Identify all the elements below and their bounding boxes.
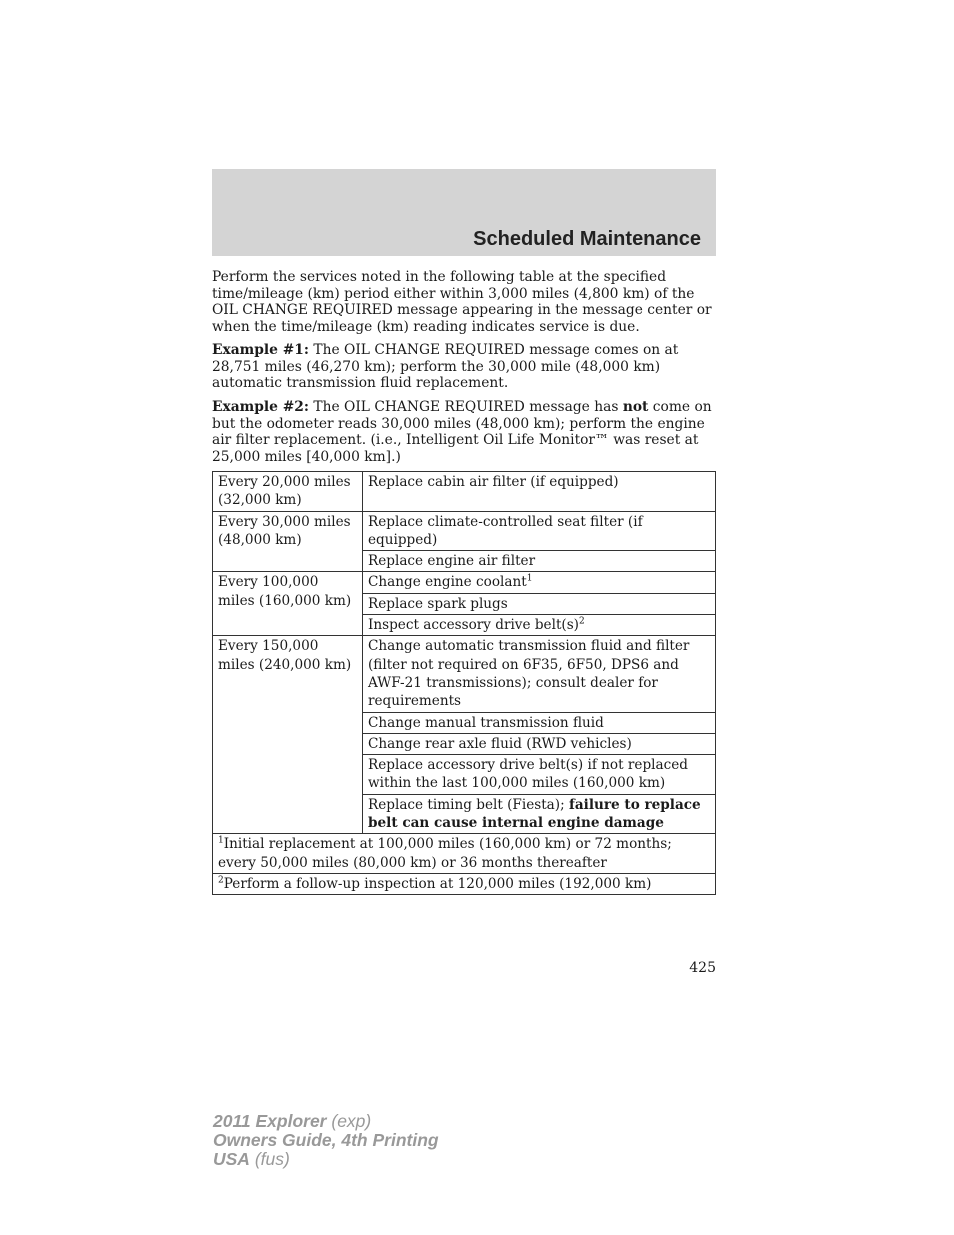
service-cell: Replace cabin air filter (if equipped) [363,472,716,512]
table-row [213,472,716,512]
footer-line-model [213,1112,439,1131]
footnote-row [213,873,716,894]
section-title: Scheduled Maintenance [473,228,701,250]
service-cell: Replace engine air filter [363,551,716,572]
footnote-cell [213,834,716,874]
footer-edition: Owners Guide, 4th Printing [213,1130,439,1150]
footer-model: 2011 Explorer [213,1111,327,1131]
service-cell [363,572,716,593]
footer-market: USA [213,1149,250,1169]
interval-cell: Every 150,000 miles (240,000 km) [213,636,363,834]
footer-market-code: (fus) [249,1149,290,1169]
service-cell: Change rear axle fluid (RWD vehicles) [363,733,716,754]
footnote-marker: 1 [526,573,533,584]
section-header-band [212,169,716,256]
page-number: 425 [689,960,716,976]
example-2-paragraph [212,399,718,465]
example-2-text-a: The OIL CHANGE REQUIRED message has [309,399,623,415]
service-warning: failure to replace belt can cause internal engine damage [368,796,701,832]
interval-cell: Every 20,000 miles (32,000 km) [213,472,363,512]
footer-line-market [213,1150,439,1169]
footnote-marker: 2 [218,875,224,886]
intro-paragraph: Perform the services noted in the following table at the specified time/mileage (km) period either within 3,000 miles (4,800 km) of the OIL CHANGE REQUIRED message appearing in the message center or when the time/mileage (km) reading indicates service is due. [212,269,712,335]
footnote-cell [213,873,716,894]
service-text: Inspect accessory drive belt(s) [368,617,579,634]
example-1-paragraph [212,342,718,392]
example-2-emphasis: not [622,399,649,415]
service-cell: Change automatic transmission fluid and filter (filter not required on 6F35, 6F50, DPS6 and AWF-21 transmissions); consult dealer for requirements [363,636,716,712]
footnote-marker: 1 [218,835,224,846]
example-1-text: The OIL CHANGE REQUIRED message comes on at 28,751 miles (46,270 km); perform the 30,000 mile (48,000 km) automatic transmission fluid replacement. [212,342,679,391]
table-row [213,572,716,593]
service-text: Change engine coolant [368,574,527,591]
example-1-label: Example #1: [212,342,310,358]
service-cell [363,794,716,834]
service-cell: Change manual transmission fluid [363,712,716,733]
example-2-label: Example #2: [212,399,310,415]
interval-cell: Every 30,000 miles (48,000 km) [213,511,363,572]
service-cell: Replace climate-controlled seat filter (if equipped) [363,511,716,551]
table-row [213,636,716,712]
service-cell: Replace spark plugs [363,593,716,614]
footnote-text: Perform a follow-up inspection at 120,000 miles (192,000 km) [223,875,652,892]
service-cell: Replace accessory drive belt(s) if not replaced within the last 100,000 miles (160,000 km) [363,755,716,795]
interval-cell: Every 100,000 miles (160,000 km) [213,572,363,636]
footnote-marker: 2 [579,616,585,627]
footnote-row [213,834,716,874]
table-row [213,511,716,551]
example-2-text-b: come on but the odometer reads 30,000 miles (48,000 km); perform the engine air filter replacement. (i.e., Intelligent Oil Life Monitor™ was reset at 25,000 miles [40,000 km].) [212,399,712,465]
footer-model-code: (exp) [326,1111,372,1131]
footnote-text: Initial replacement at 100,000 miles (160,000 km) or 72 months; every 50,000 miles (80,000 km) or 36 months thereafter [218,836,672,871]
maintenance-schedule-table [212,471,716,895]
service-cell [363,615,716,636]
document-footer [213,1112,439,1169]
service-text: Replace timing belt (Fiesta); [368,796,569,813]
